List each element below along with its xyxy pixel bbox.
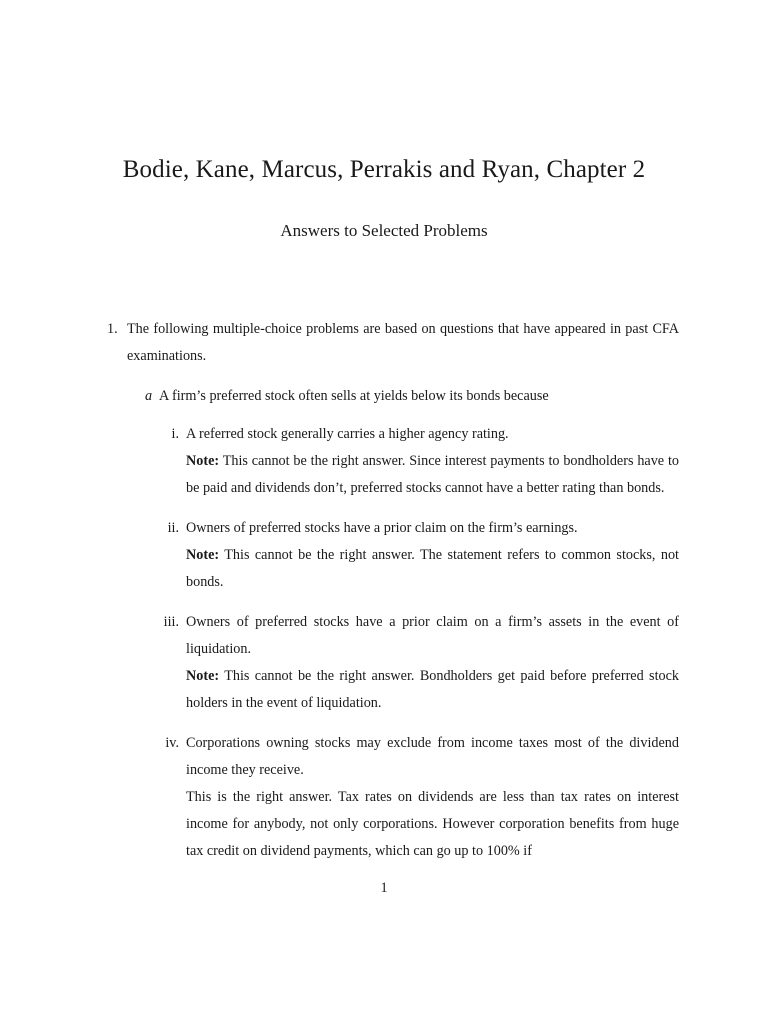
note-label: Note: <box>186 453 220 469</box>
option-i <box>107 421 679 502</box>
note-text: This cannot be the right answer. Bondholders get paid before preferred stock holders in the event of liquidation. <box>186 668 679 711</box>
note-text: This cannot be the right answer. Since interest payments to bondholders have to be paid and dividends don’t, preferred stocks cannot have a better rating than bonds. <box>186 453 679 496</box>
document-subtitle: Answers to Selected Problems <box>280 221 488 240</box>
option-iv <box>107 730 679 865</box>
option-iii <box>107 609 679 717</box>
problem-text: The following multiple-choice problems are based on questions that have appeared in past CFA examinations. <box>127 321 679 364</box>
note-label: Note: <box>186 668 220 684</box>
option-answer: A referred stock generally carries a higher agency rating. <box>186 426 509 442</box>
option-note <box>186 448 679 502</box>
part-a <box>145 383 679 410</box>
page-number: 1 <box>380 880 388 896</box>
problem-1 <box>107 316 679 878</box>
option-body <box>186 609 679 717</box>
document-title: Bodie, Kane, Marcus, Perrakis and Ryan, Chapter 2 <box>122 156 646 183</box>
part-question: A firm’s preferred stock often sells at yields below its bonds because <box>159 388 549 404</box>
part-label: a <box>145 388 153 404</box>
answer-options <box>107 421 679 865</box>
option-answer: Owners of preferred stocks have a prior claim on a firm’s assets in the event of liquidation. <box>186 614 679 657</box>
option-number: i. <box>171 426 179 442</box>
option-answer: Owners of preferred stocks have a prior claim on the firm’s earnings. <box>186 520 578 536</box>
option-note <box>186 542 679 596</box>
option-ii <box>107 515 679 596</box>
problem-number: 1. <box>107 321 118 337</box>
option-number: iii. <box>163 614 179 630</box>
note-text: This cannot be the right answer. The statement refers to common stocks, not bonds. <box>186 547 679 590</box>
option-note: This is the right answer. Tax rates on dividends are less than tax rates on interest income for anybody, not only corporations. However corporation benefits from huge tax credit on dividend payments, which can go up to 100% if <box>186 789 679 859</box>
option-number: iv. <box>165 735 179 751</box>
option-number: ii. <box>167 520 179 536</box>
option-body <box>186 421 679 502</box>
option-body <box>186 515 679 596</box>
option-note <box>186 663 679 717</box>
option-body <box>186 730 679 865</box>
option-answer: Corporations owning stocks may exclude from income taxes most of the dividend income they receive. <box>186 735 679 778</box>
problem-statement <box>107 316 679 370</box>
note-label: Note: <box>186 547 220 563</box>
